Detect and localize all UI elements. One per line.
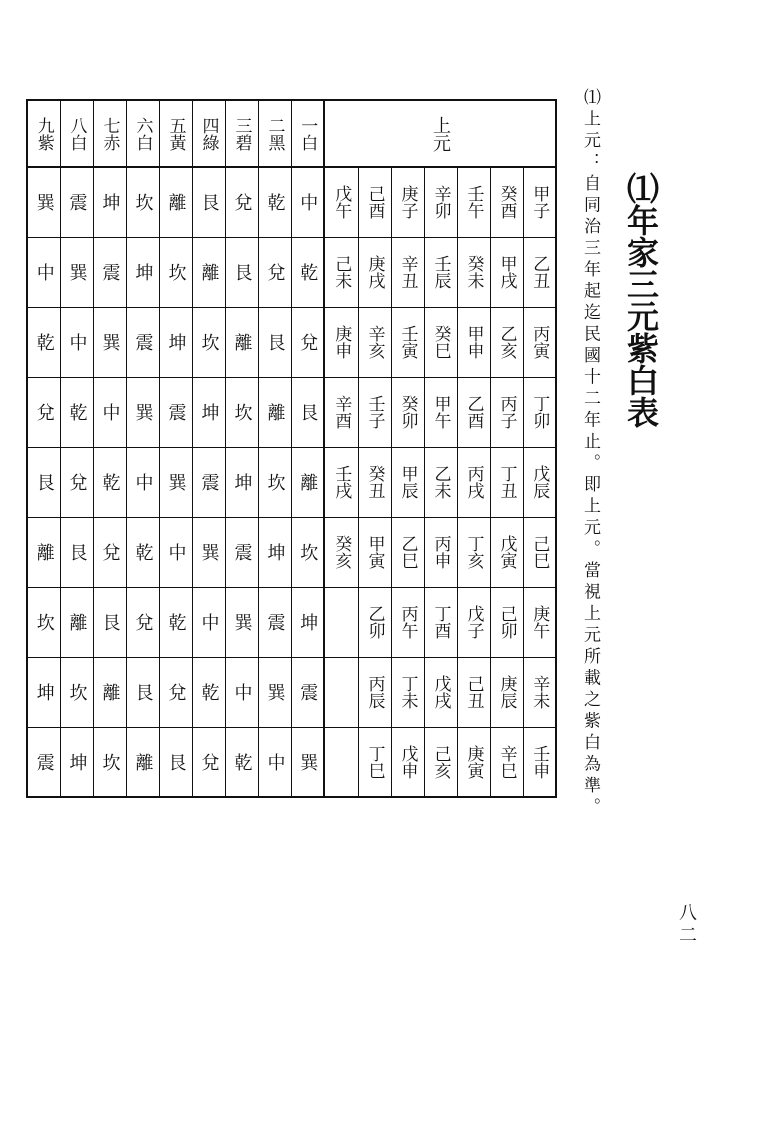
star-cell: 中 <box>258 727 291 797</box>
star-cell: 艮 <box>258 307 291 377</box>
year-cell: 甲寅 <box>358 517 391 587</box>
star-cell: 震 <box>159 377 192 447</box>
year-cell: 丙戌 <box>457 447 490 517</box>
star-cell: 中 <box>60 307 93 377</box>
star-cell: 中 <box>225 657 258 727</box>
star-cell: 離 <box>225 307 258 377</box>
star-cell: 震 <box>258 587 291 657</box>
table-body <box>27 100 556 797</box>
year-cell: 己丑 <box>457 657 490 727</box>
star-cell: 兌 <box>159 657 192 727</box>
year-cell: 辛亥 <box>358 307 391 377</box>
star-cell: 巽 <box>27 167 60 237</box>
star-cell: 坤 <box>258 517 291 587</box>
star-cell: 巽 <box>291 727 324 797</box>
star-cell: 乾 <box>60 377 93 447</box>
period-label: 上元 <box>324 100 556 167</box>
star-header: 六白 <box>126 100 159 167</box>
table-row <box>27 237 556 307</box>
blank-year-cell <box>324 727 358 797</box>
star-cell: 坤 <box>126 237 159 307</box>
table-row <box>27 587 556 657</box>
star-cell: 坎 <box>225 377 258 447</box>
year-cell: 壬戌 <box>324 447 358 517</box>
star-cell: 巽 <box>159 447 192 517</box>
star-cell: 乾 <box>225 727 258 797</box>
star-cell: 艮 <box>225 237 258 307</box>
year-cell: 壬辰 <box>424 237 457 307</box>
star-cell: 巽 <box>225 587 258 657</box>
star-header: 三碧 <box>225 100 258 167</box>
star-cell: 坎 <box>60 657 93 727</box>
year-cell: 壬申 <box>523 727 556 797</box>
star-cell: 艮 <box>93 587 126 657</box>
year-cell: 丙子 <box>490 377 523 447</box>
year-cell: 戊辰 <box>523 447 556 517</box>
star-cell: 離 <box>93 657 126 727</box>
star-cell: 兌 <box>27 377 60 447</box>
year-cell: 乙未 <box>424 447 457 517</box>
year-cell: 丙午 <box>391 587 424 657</box>
table-row <box>27 517 556 587</box>
year-cell: 壬子 <box>358 377 391 447</box>
star-header: 七赤 <box>93 100 126 167</box>
star-cell: 艮 <box>126 657 159 727</box>
year-cell: 辛未 <box>523 657 556 727</box>
year-cell: 庚午 <box>523 587 556 657</box>
year-cell: 戊子 <box>457 587 490 657</box>
blank-year-cell <box>324 657 358 727</box>
star-cell: 坤 <box>159 307 192 377</box>
star-cell: 兌 <box>126 587 159 657</box>
star-cell: 兌 <box>258 237 291 307</box>
star-cell: 巽 <box>258 657 291 727</box>
year-cell: 辛酉 <box>324 377 358 447</box>
star-cell: 兌 <box>192 727 225 797</box>
star-cell: 兌 <box>60 447 93 517</box>
year-cell: 癸卯 <box>391 377 424 447</box>
star-cell: 離 <box>60 587 93 657</box>
year-cell: 癸丑 <box>358 447 391 517</box>
star-cell: 兌 <box>291 307 324 377</box>
year-cell: 庚戌 <box>358 237 391 307</box>
star-cell: 震 <box>225 517 258 587</box>
table-row <box>27 377 556 447</box>
star-cell: 中 <box>192 587 225 657</box>
star-cell: 巽 <box>126 377 159 447</box>
year-cell: 辛丑 <box>391 237 424 307</box>
year-cell: 乙巳 <box>391 517 424 587</box>
year-cell: 戊戌 <box>424 657 457 727</box>
star-cell: 震 <box>93 237 126 307</box>
blank-year-cell <box>324 587 358 657</box>
star-cell: 中 <box>291 167 324 237</box>
year-cell: 庚辰 <box>490 657 523 727</box>
star-cell: 中 <box>93 377 126 447</box>
star-cell: 坎 <box>192 307 225 377</box>
star-cell: 坤 <box>60 727 93 797</box>
year-cell: 甲午 <box>424 377 457 447</box>
year-cell: 壬寅 <box>391 307 424 377</box>
star-cell: 乾 <box>27 307 60 377</box>
table-row <box>27 657 556 727</box>
year-cell: 壬午 <box>457 167 490 237</box>
star-cell: 乾 <box>159 587 192 657</box>
star-cell: 巽 <box>93 307 126 377</box>
year-cell: 辛卯 <box>424 167 457 237</box>
star-header: 九紫 <box>27 100 60 167</box>
star-cell: 震 <box>126 307 159 377</box>
star-cell: 巽 <box>192 517 225 587</box>
star-cell: 坤 <box>192 377 225 447</box>
year-cell: 己卯 <box>490 587 523 657</box>
year-cell: 庚子 <box>391 167 424 237</box>
period-note: ⑴上元：自同治三年起迄民國十二年止。即上元。當視上元所載之紫白為準。 <box>580 88 600 819</box>
table-row <box>27 447 556 517</box>
star-cell: 艮 <box>291 377 324 447</box>
page-title: ⑴年家三元紫白表 <box>622 172 660 428</box>
year-cell: 己亥 <box>424 727 457 797</box>
star-cell: 乾 <box>258 167 291 237</box>
year-cell: 乙卯 <box>358 587 391 657</box>
year-cell: 戊寅 <box>490 517 523 587</box>
year-cell: 癸亥 <box>324 517 358 587</box>
year-cell: 丁卯 <box>523 377 556 447</box>
star-header: 一白 <box>291 100 324 167</box>
star-header: 二黑 <box>258 100 291 167</box>
star-cell: 離 <box>258 377 291 447</box>
year-cell: 庚申 <box>324 307 358 377</box>
year-cell: 丙寅 <box>523 307 556 377</box>
year-cell: 己未 <box>324 237 358 307</box>
star-cell: 乾 <box>291 237 324 307</box>
table-row <box>27 307 556 377</box>
star-cell: 震 <box>291 657 324 727</box>
year-cell: 戊午 <box>324 167 358 237</box>
star-cell: 中 <box>126 447 159 517</box>
star-cell: 離 <box>291 447 324 517</box>
star-cell: 震 <box>60 167 93 237</box>
year-cell: 癸未 <box>457 237 490 307</box>
star-cell: 離 <box>159 167 192 237</box>
star-header: 八白 <box>60 100 93 167</box>
star-cell: 坎 <box>27 587 60 657</box>
year-cell: 乙亥 <box>490 307 523 377</box>
star-cell: 離 <box>27 517 60 587</box>
star-cell: 中 <box>159 517 192 587</box>
year-cell: 癸巳 <box>424 307 457 377</box>
star-cell: 艮 <box>60 517 93 587</box>
star-cell: 巽 <box>60 237 93 307</box>
star-cell: 乾 <box>192 657 225 727</box>
sanyuan-zibai-table <box>26 99 557 798</box>
year-cell: 丙申 <box>424 517 457 587</box>
star-cell: 坎 <box>93 727 126 797</box>
star-cell: 坤 <box>27 657 60 727</box>
year-cell: 辛巳 <box>490 727 523 797</box>
year-cell: 乙酉 <box>457 377 490 447</box>
star-cell: 坎 <box>159 237 192 307</box>
star-cell: 坤 <box>93 167 126 237</box>
year-cell: 甲申 <box>457 307 490 377</box>
table-row <box>27 727 556 797</box>
year-cell: 庚寅 <box>457 727 490 797</box>
header-row <box>27 100 556 167</box>
year-cell: 丁亥 <box>457 517 490 587</box>
star-cell: 兌 <box>225 167 258 237</box>
star-cell: 兌 <box>93 517 126 587</box>
year-cell: 丁巳 <box>358 727 391 797</box>
year-cell: 丁未 <box>391 657 424 727</box>
star-cell: 坎 <box>126 167 159 237</box>
star-cell: 艮 <box>159 727 192 797</box>
year-cell: 癸酉 <box>490 167 523 237</box>
year-cell: 己酉 <box>358 167 391 237</box>
year-cell: 丁丑 <box>490 447 523 517</box>
year-cell: 甲子 <box>523 167 556 237</box>
table-row <box>27 167 556 237</box>
year-cell: 戊申 <box>391 727 424 797</box>
star-cell: 震 <box>192 447 225 517</box>
star-header: 四綠 <box>192 100 225 167</box>
year-cell: 丁酉 <box>424 587 457 657</box>
year-cell: 己巳 <box>523 517 556 587</box>
star-cell: 艮 <box>192 167 225 237</box>
star-cell: 坤 <box>291 587 324 657</box>
year-cell: 甲戌 <box>490 237 523 307</box>
star-cell: 坎 <box>291 517 324 587</box>
year-cell: 丙辰 <box>358 657 391 727</box>
year-cell: 乙丑 <box>523 237 556 307</box>
page-number: 八二 <box>676 903 697 947</box>
star-header: 五黃 <box>159 100 192 167</box>
star-cell: 離 <box>192 237 225 307</box>
year-cell: 甲辰 <box>391 447 424 517</box>
star-cell: 離 <box>126 727 159 797</box>
star-cell: 坤 <box>225 447 258 517</box>
star-cell: 乾 <box>126 517 159 587</box>
sanyuan-zibai-table-container <box>26 99 556 796</box>
star-cell: 震 <box>27 727 60 797</box>
star-cell: 艮 <box>27 447 60 517</box>
star-cell: 坎 <box>258 447 291 517</box>
star-cell: 中 <box>27 237 60 307</box>
star-cell: 乾 <box>93 447 126 517</box>
